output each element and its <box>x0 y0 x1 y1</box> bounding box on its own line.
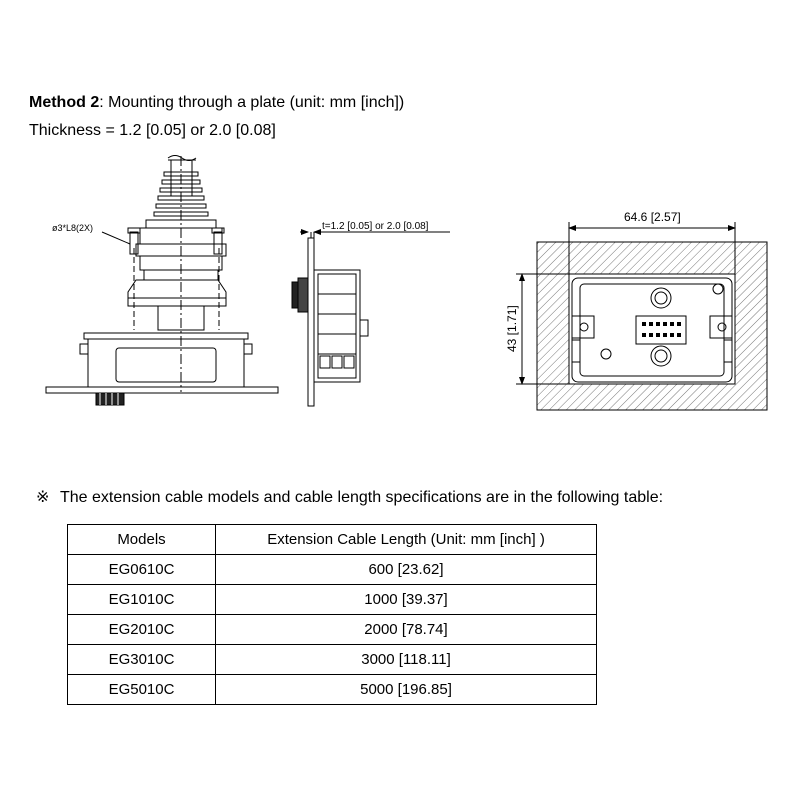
length-cell: 1000 [39.37] <box>216 585 597 615</box>
method-label: Method 2 <box>29 94 100 111</box>
side-view <box>46 156 278 406</box>
thickness-view <box>292 232 450 406</box>
cable-note <box>36 487 663 508</box>
table-row <box>68 645 597 675</box>
cutout-view <box>516 222 767 410</box>
screw-right <box>214 232 222 254</box>
method-description: : Mounting through a plate (unit: mm [inch]) <box>99 94 405 111</box>
model-cell: EG3010C <box>68 645 216 675</box>
width-dimension: 64.6 [2.57] <box>624 210 681 224</box>
note-text: The extension cable models and cable length specifications are in the following table: <box>60 489 664 506</box>
thickness-text: Thickness = 1.2 [0.05] or 2.0 [0.08] <box>29 122 276 139</box>
length-cell: 5000 [196.85] <box>216 675 597 705</box>
height-dimension: 43 [1.71] <box>505 305 519 352</box>
table-row <box>68 555 597 585</box>
model-cell: EG2010C <box>68 615 216 645</box>
header-length: Extension Cable Length (Unit: mm [inch] ) <box>216 525 597 555</box>
model-cell: EG5010C <box>68 675 216 705</box>
model-cell: EG0610C <box>68 555 216 585</box>
table-row <box>68 675 597 705</box>
table-header-row <box>68 525 597 555</box>
plate-thickness-label: t=1.2 [0.05] or 2.0 [0.08] <box>322 221 429 232</box>
length-cell: 2000 [78.74] <box>216 615 597 645</box>
table-row <box>68 585 597 615</box>
length-cell: 3000 [118.11] <box>216 645 597 675</box>
cable-spec-table <box>67 524 597 705</box>
header-models: Models <box>68 525 216 555</box>
length-cell: 600 [23.62] <box>216 555 597 585</box>
model-cell: EG1010C <box>68 585 216 615</box>
table-row <box>68 615 597 645</box>
note-symbol: ※ <box>36 487 50 506</box>
screw-spec-label: ø3*L8(2X) <box>52 223 94 233</box>
